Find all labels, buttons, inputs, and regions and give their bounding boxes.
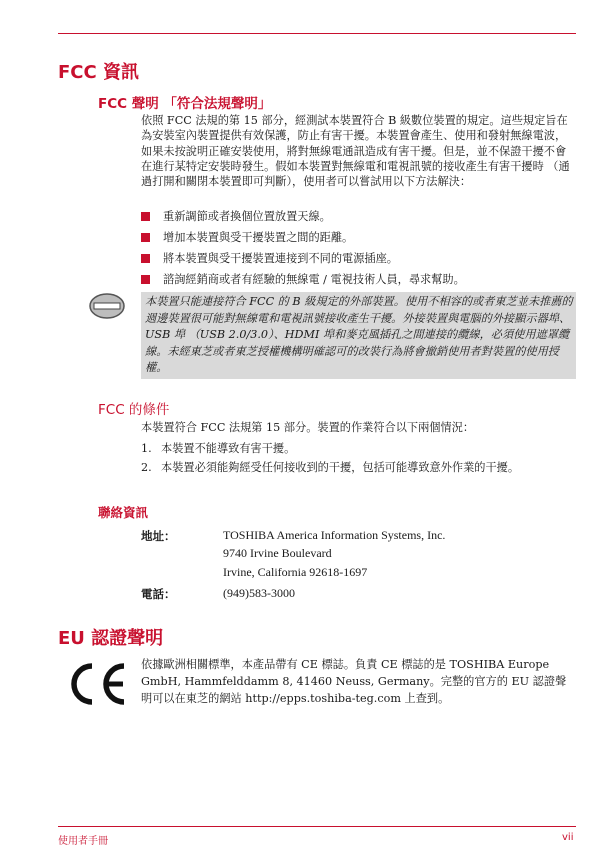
- eu-title: EU 認證聲明: [58, 628, 164, 649]
- phone-number: (949)583-3000: [223, 586, 295, 600]
- phone-label: 電話：: [141, 587, 176, 601]
- fcc-conditions-intro: 本裝置符合 FCC 法規第 15 部分。裝置的作業符合以下兩個情況：: [141, 421, 475, 434]
- list-item-text: 本裝置不能導致有害干擾。: [161, 442, 296, 455]
- note-box: [141, 292, 576, 379]
- page-number: vii: [562, 832, 574, 843]
- list-item-text: 重新調節或者換個位置放置天線。: [163, 210, 331, 223]
- fcc-conditions-list: [141, 441, 573, 475]
- note-text: 本裝置只能連接符合 FCC 的 B 級規定的外部裝置。使用不相容的或者東芝並未推薦的週邊裝置很可能對無線電和電視訊號接收產生干擾。外接裝置與電腦的外接顯示器埠、USB 埠 （USB 2.0/3.0）、HDMI 埠和麥克風插孔之間連接的纜線，必須使用遮罩纜線。未經東芝或者東芝授權機構明確認可的改裝行為將會撤銷使用者對裝置的使用授權。: [145, 295, 573, 375]
- list-item-number: 1.: [141, 442, 152, 455]
- bullet-square-icon: [141, 233, 150, 242]
- list-item-text: 增加本裝置與受干擾裝置之間的距離。: [163, 231, 354, 244]
- top-rule: [58, 33, 576, 34]
- bullet-square-icon: [141, 275, 150, 284]
- footer-rule: [58, 826, 576, 827]
- no-entry-icon: [87, 292, 127, 320]
- list-item-text: 諮詢經銷商或者有經驗的無線電 / 電視技術人員，尋求幫助。: [163, 273, 465, 286]
- list-item: [141, 460, 573, 475]
- address-line: TOSHIBA America Information Systems, Inc.: [223, 528, 446, 542]
- list-item-text: 本裝置必須能夠經受任何接收到的干擾，包括可能導致意外作業的干擾。: [161, 461, 520, 475]
- list-item: [141, 441, 573, 456]
- contact-heading: 聯絡資訊: [98, 505, 149, 520]
- address-line: 9740 Irvine Boulevard: [223, 546, 332, 560]
- fcc-remedy-list: [141, 209, 573, 293]
- fcc-statement-paragraph: 依照 FCC 法規的第 15 部分，經測試本裝置符合 B 級數位裝置的規定。這些規定旨在為安裝室內裝置提供有效保護，防止有害干擾。本裝置會產生、使用和發射無線電波，如果未按說明正確安裝使用，將對無線電通訊造成有害干擾。但是，並不保證干擾不會在進行某特定安裝時發生。假如本裝置對無線電和電視訊號的接收產生有害干擾時 （通過打開和關閉本裝置即可判斷），使用者可以嘗試用以下方法解決：: [141, 114, 570, 189]
- eu-paragraph: 依據歐洲相關標準，本產品帶有 CE 標誌。負責 CE 標誌的是 TOSHIBA Europe GmbH, Hammfelddamm 8, 41460 Neuss, Germany。完整的官方的 EU 認證聲明可以在東芝的網站 http://epps.toshiba-teg.com 上查到。: [141, 658, 567, 705]
- fcc-conditions-heading: FCC 的條件: [98, 402, 170, 418]
- bullet-square-icon: [141, 212, 150, 221]
- fcc-statement-heading: FCC 聲明 「符合法規聲明」: [98, 96, 272, 112]
- address-label: 地址：: [141, 529, 176, 543]
- list-item: [141, 272, 573, 293]
- ce-mark-icon: [64, 660, 130, 708]
- list-item: [141, 251, 573, 272]
- bullet-square-icon: [141, 254, 150, 263]
- list-item-number: 2.: [141, 461, 152, 475]
- list-item-text: 將本裝置與受干擾裝置連接到不同的電源插座。: [163, 252, 398, 265]
- list-item: [141, 209, 573, 230]
- list-item: [141, 230, 573, 251]
- fcc-title: FCC 資訊: [58, 62, 139, 83]
- address-line: Irvine, California 92618-1697: [223, 565, 368, 579]
- footer-title: 使用者手冊: [58, 836, 108, 847]
